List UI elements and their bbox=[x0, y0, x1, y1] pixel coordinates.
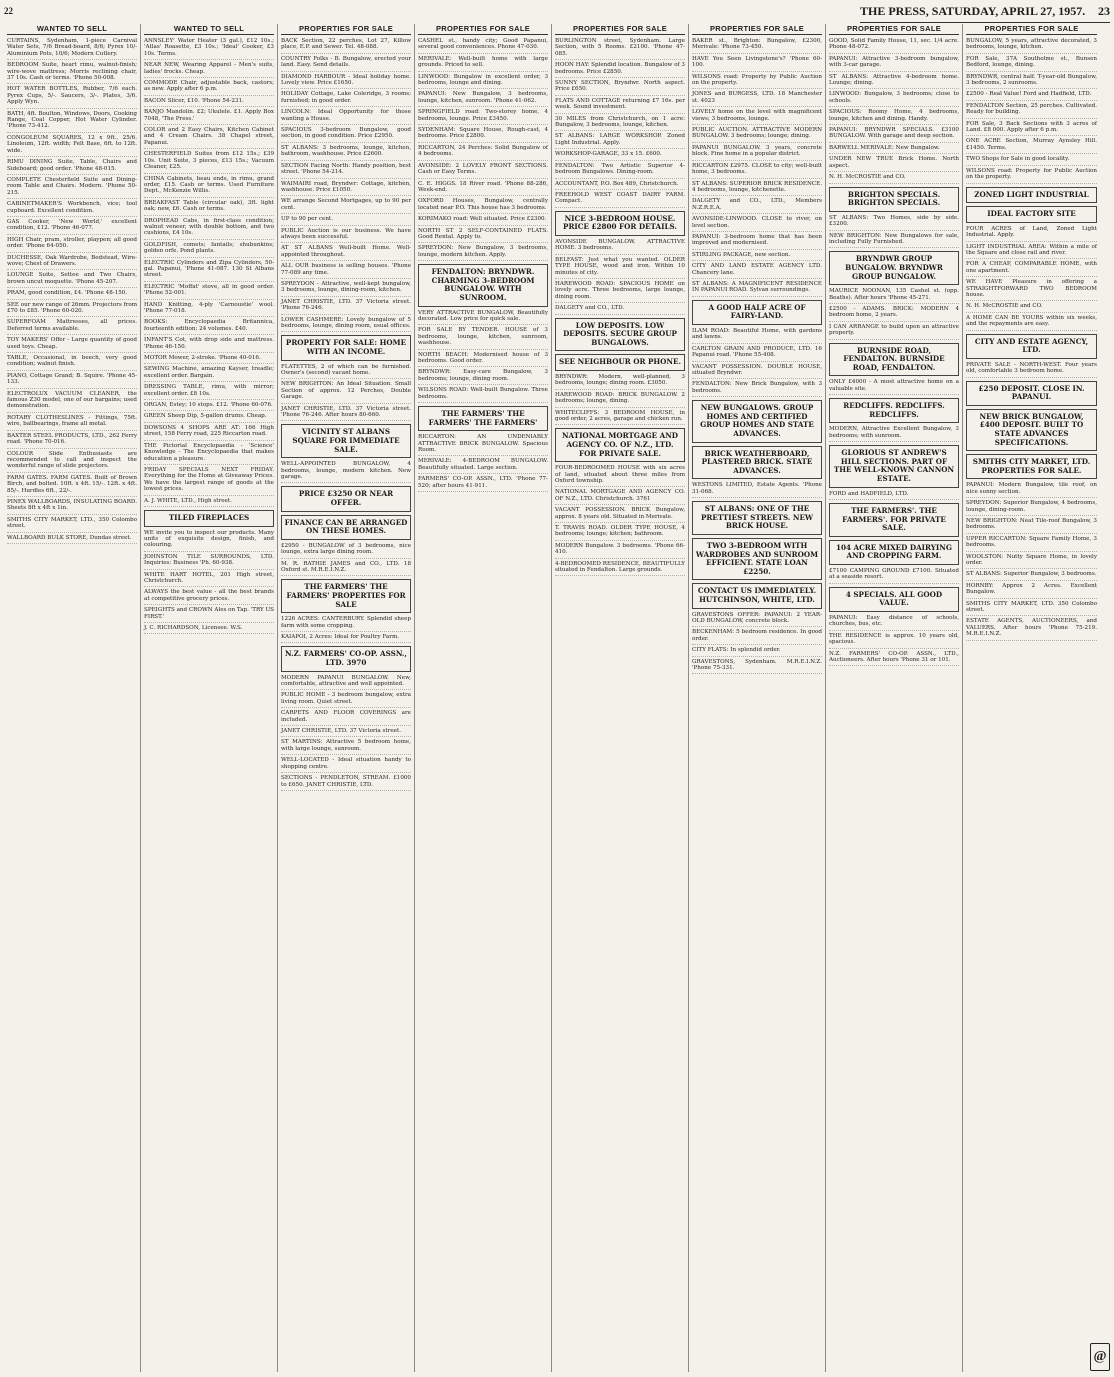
classified-ad: SPREYDON - Attractive, well-kept bungalow, 3 bedrooms, lounge, dining-room, kitchen. bbox=[281, 281, 411, 297]
classified-ad: BRYNDWR, central half. T-year-old Bungalow, 3 bedrooms, 2 sunrooms. bbox=[966, 74, 1097, 90]
classified-ad: COUNTRY Folks - B. Bungalow, erected your land. Easy. Send details. bbox=[281, 56, 411, 72]
classified-ad: ELECTRIC 'Moffat' stove, all in good order. 'Phone 52-001. bbox=[144, 284, 274, 300]
classified-ad: SPACIOUS: Roomy Home, 4 bedrooms, lounge, kitchen and dining. Handy. bbox=[829, 109, 959, 125]
classified-ad: MERIVALE: Well-built home with large grounds. Priced to sell. bbox=[418, 56, 548, 72]
classified-ad: JANET CHRISTIE, LTD. 37 Victoria street. 'Phone 76-246. After hours 80-660. bbox=[281, 406, 411, 422]
classified-ad: DALGETY and CO., LTD. bbox=[555, 305, 685, 314]
classified-ad: ST ALBANS: Two Homes, side by side. £3200. bbox=[829, 215, 959, 231]
classified-ad: SUPERFOAM Mattresses, all prices. Deferred terms available. bbox=[7, 319, 137, 335]
classified-ad: PUBLIC Auction is our business. We have always been successful. bbox=[281, 228, 411, 244]
classified-ad: LOWER CASHMERE: Lovely bungalow of 5 bedrooms, lounge, dining room, usual offices. bbox=[281, 317, 411, 333]
classified-ad: HORNBY: Approx 2 Acres. Excellent Bungalow. bbox=[966, 583, 1097, 599]
classified-ad: NEW BRIGHTON: An Ideal Situation. Small Section of approx. 12 Perches, Double Garage. bbox=[281, 381, 411, 403]
classified-ad: RICCARTON, 24 Perches: Solid Bungalow of 4 bedrooms. bbox=[418, 145, 548, 161]
classified-ad: INFANT'S Cot, with drop side and mattress. 'Phone 46-150. bbox=[144, 337, 274, 353]
classified-ad: N.Z. FARMERS' CO-OP. ASSN., LTD. 3970 bbox=[281, 646, 411, 671]
classified-ad: NATIONAL MORTGAGE AND AGENCY CO. OF N.Z., LTD. Christchurch. 3761 bbox=[555, 489, 685, 505]
classified-ad: TABLE, Occasional, in beech, very good condition; walnut finish. bbox=[7, 355, 137, 371]
classified-ad: THE FARMERS' THE FARMERS' PROPERTIES FOR SALE bbox=[281, 579, 411, 613]
classified-ad: N. H. McCROSTIE and CO. bbox=[829, 174, 959, 183]
classified-ad: CHINA Cabinets, beau ends, in rimu, grand order, £15. Cash or terms. Used Furniture Dept., McKenzie Willis. bbox=[144, 176, 274, 198]
classified-ad: BELFAST: Just what you wanted. OLDER TYPE HOUSE, wood and iron. Within 10 minutes of city. bbox=[555, 257, 685, 279]
classified-ad: FENDALTON: New Brick Bungalow, with 3 bedrooms. bbox=[692, 381, 822, 397]
classified-ad: T. TRAVIS ROAD. OLDER TYPE HOUSE, 4 bedrooms; lounge; kitchen; bathroom. bbox=[555, 525, 685, 541]
classified-ad: PAPANUI: BRYNDWR SPECIALS. £3100 BUNGALOW. With garage and deep section. bbox=[829, 127, 959, 143]
classified-ad: DOWSONS 4 SHOPS ARE AT: 166 High street, 158 Ferry road, 225 Riccarton road. bbox=[144, 425, 274, 441]
classified-ad: SUNNY SECTION, Bryndwr. North aspect. Price £650. bbox=[555, 80, 685, 96]
classified-ad: WORKSHOP-GARAGE, 33 x 15. £600. bbox=[555, 151, 685, 160]
classified-ad: PROPERTY FOR SALE: HOME WITH AN INCOME. bbox=[281, 335, 411, 360]
classified-ad: FOUR-BEDROOMED HOUSE with six acres of land, situated about three miles from Oxford township. bbox=[555, 465, 685, 487]
classified-ad: REDCLIFFS. REDCLIFFS. REDCLIFFS. bbox=[829, 398, 959, 423]
classified-ad: NEW BUNGALOWS. GROUP HOMES AND CERTIFIED GROUP HOMES AND STATE ADVANCES. bbox=[692, 400, 822, 442]
classified-ad: NEW BRIGHTON: New Bungalows for sale, including Fully Furnished. bbox=[829, 233, 959, 249]
classified-ad: WESTONS LIMITED, Estate Agents. 'Phone 31-068. bbox=[692, 482, 822, 498]
classified-ad: FOR Sale, 37A Southolme st., Bunsen Bedford, lounge, dining. bbox=[966, 56, 1097, 72]
classified-ad: £2500 - Real Value! Ford and Hadfield, LTD. bbox=[966, 91, 1097, 100]
classified-ad: LINWOOD: Bungalow in excellent order, 3 bedrooms, lounge and dining. bbox=[418, 74, 548, 90]
classified-ad: HAND Knitting, 4-ply 'Carnoustie' wool. 'Phone 77-018. bbox=[144, 302, 274, 318]
classified-ad: RICCARTON: AN UNDENIABLY ATTRACTIVE BRICK BUNGALOW. Spacious Room. bbox=[418, 434, 548, 456]
classified-ad: HOLIDAY Cottage, Lake Coleridge, 3 rooms; furnished; in good order. bbox=[281, 91, 411, 107]
classified-ad: PUBLIC AUCTION. ATTRACTIVE MODERN BUNGALOW. 3 bedrooms; lounge; dining. bbox=[692, 127, 822, 143]
classified-ad: ONLY £4000 - A most attractive home on a valuable site. bbox=[829, 379, 959, 395]
classified-ad: KAIAPOI, 2 Acres: Ideal for Poultry Farm. bbox=[281, 634, 411, 643]
classified-ad: £2950 - BUNGALOW of 3 bedrooms, nice lounge, extra large dining room. bbox=[281, 543, 411, 559]
classified-ad: MODERN PAPANUI BUNGALOW. New, comfortable, attractive and well appointed. bbox=[281, 675, 411, 691]
classified-ad: WOOLSTON: Nutty Square Home, in lovely order. bbox=[966, 554, 1097, 570]
classified-ad: NORTH ST 2 SELF-CONTAINED FLATS. Good Rental. Apply to. bbox=[418, 228, 548, 244]
classified-ad: DUCHESSE, Oak Wardrobe, Bedstead, Wire-wove; Chest of Drawers. bbox=[7, 255, 137, 271]
classified-ad: FLATETTES, 2 of which can be furnished. Owner's (second) vacant home. bbox=[281, 364, 411, 380]
classified-ad: THE RESIDENCE is approx. 10 years old, spacious. bbox=[829, 633, 959, 649]
classified-ad: PINEX WALLBOARDS, INSULATING BOARD. Sheets 8ft x 4ft x 1in. bbox=[7, 499, 137, 515]
classified-ad: RIMU DINING Suite, Table, Chairs and Sideboard; good order. 'Phone 48-015. bbox=[7, 159, 137, 175]
classified-ad: VERY ATTRACTIVE BUNGALOW, Beautifully decorated. Low price for quick sale. bbox=[418, 310, 548, 326]
classified-ad: NATIONAL MORTGAGE AND AGENCY CO. OF N.Z., LTD. FOR PRIVATE SALE. bbox=[555, 428, 685, 462]
classified-ad: LINWOOD: Bungalow, 3 bedrooms; close to schools. bbox=[829, 91, 959, 107]
classified-ad: BRICK WEATHERBOARD, PLASTERED BRICK. STATE ADVANCES. bbox=[692, 446, 822, 480]
classified-ad: COLOUR Slide Enthusiasts are recommended to call and inspect the wonderful range of slide projectors. bbox=[7, 451, 137, 473]
classified-ad: 4 SPECIALS. ALL GOOD VALUE. bbox=[829, 587, 959, 612]
classified-ad: BREAKFAST Table (circular oak), 3ft. light oak; new, £6. Cash or terms. bbox=[144, 200, 274, 216]
classified-ad: ROTARY CLOTHESLINES - Fittings, 75ft. wire, ballbearings, frame all metal. bbox=[7, 415, 137, 431]
classified-ad: FINANCE CAN BE ARRANGED ON THESE HOMES. bbox=[281, 515, 411, 540]
classified-ad: A HOME CAN BE YOURS within six weeks, and the repayments are easy. bbox=[966, 315, 1097, 331]
column-7 bbox=[826, 24, 963, 1372]
classified-ad: CABINETMAKER'S Workbench, vice; tool cupboard. Excellent condition. bbox=[7, 201, 137, 217]
classified-ad: NORTH BEACH: Modernised house of 3 bedrooms. Good order. bbox=[418, 352, 548, 368]
classified-ad: PAPANUI: Attractive 3-bedroom bungalow, with 3-car garage. bbox=[829, 56, 959, 72]
classified-ad: THE FARMERS'. THE FARMERS'. FOR PRIVATE SALE. bbox=[829, 503, 959, 537]
classified-ad: PAPANUI: Modern Bungalow, tile roof, on nice sunny section. bbox=[966, 482, 1097, 498]
classified-ad: BATH, 4ft. Boulton, Windows, Doors, Cooking Range, Coal Copper, Hot Water Cylinder. 'Phone 73-412. bbox=[7, 111, 137, 133]
classified-ad: LINCOLN: Ideal Opportunity for those wanting a House. bbox=[281, 109, 411, 125]
classified-ad: VICINITY ST ALBANS SQUARE FOR IMMEDIATE SALE. bbox=[281, 424, 411, 458]
left-page-number: 22 bbox=[4, 6, 13, 16]
classified-ad: JOHNSTON TILE SURROUNDS, LTD. Inquiries: Business 'Ph. 60-938. bbox=[144, 554, 274, 570]
column-header: PROPERTIES FOR SALE bbox=[418, 24, 548, 35]
classified-ad: HOT WATER BOTTLES, Rubber, 7/6 each. Pyrex Cups, 5/-. Saucers, 3/-. Plates, 3/6. Apply Wyn. bbox=[7, 86, 137, 108]
classified-ad: 1226 ACRES: CANTERBURY. Splendid sheep farm with some cropping. bbox=[281, 616, 411, 632]
classified-ad: ALL OUR business is selling houses. 'Phone 77-089 any time. bbox=[281, 263, 411, 279]
classified-ad: ALWAYS the best value - all the best brands at competitive grocery prices. bbox=[144, 589, 274, 605]
column-header: PROPERTIES FOR SALE bbox=[555, 24, 685, 35]
classified-ad: FENDALTON: Two Artistic Superior 4-bedroom Bungalows. Dining-room. bbox=[555, 163, 685, 179]
classified-ad: JANET CHRISTIE, LTD. 37 Victoria street. bbox=[281, 728, 411, 737]
classified-ad: MOTOR Mower, 2-stroke. 'Phone 40-016. bbox=[144, 355, 274, 364]
classified-ad: SMITHS CITY MARKET, LTD. 350 Colombo street. bbox=[966, 601, 1097, 617]
classified-ad: FENDALTON Section, 25 perches. Cultivated. Ready for building. bbox=[966, 103, 1097, 119]
column-header: PROPERTIES FOR SALE bbox=[966, 24, 1097, 35]
classified-ad: BRYNDWR: Modern, well-planned, 3 bedrooms, lounge; dining room. £3050. bbox=[555, 374, 685, 390]
classified-ad: BEDROOM Suite, heart rimu, walnut-finish; wire-wove mattress; Morris reclining chair, 37 10s. Cash or terms. 'Phone 50-008. bbox=[7, 62, 137, 84]
classified-ad: SPREYDON: New Bungalow, 3 bedrooms, lounge, modern kitchen. Apply. bbox=[418, 245, 548, 261]
classified-ad: BURNSIDE ROAD, FENDALTON. BURNSIDE ROAD, FENDALTON. bbox=[829, 343, 959, 377]
classified-ad: ACCOUNTANT, P.O. Box 489, Christchurch. bbox=[555, 181, 685, 190]
classified-ad: OXFORD Houses, Bungalow, centrally located near P.O. This house has 3 bedrooms. bbox=[418, 198, 548, 214]
classified-ad: BUNGALOW, 5 years, attractive decorated, 3 bedrooms, lounge, kitchen. bbox=[966, 38, 1097, 54]
column-header: WANTED TO SELL bbox=[7, 24, 137, 35]
classified-ad: WILSONS road: Property for Public Auction on the property. bbox=[966, 168, 1097, 184]
classified-ad: 30 MILES from Christchurch, on 1 acre: Bungalow, 3 bedrooms, lounge, kitchen. bbox=[555, 116, 685, 132]
classified-ad: PRICE £3250 OR NEAR OFFER. bbox=[281, 486, 411, 511]
classified-ad: AVONSIDE-LINWOOD. CLOSE to river, on level section. bbox=[692, 216, 822, 232]
classified-ad: 4-BEDROOMED RESIDENCE, BEAUTIFULLY situated in Fendalton. Large grounds. bbox=[555, 561, 685, 577]
classified-ad: ST ALBANS: 3 bedrooms, lounge, kitchen, bathroom, washhouse. Price £2600. bbox=[281, 145, 411, 161]
classified-ad: WE invite you to inspect our products. Many units of exquisite design, finish, and colouring. bbox=[144, 530, 274, 552]
column-header: WANTED TO SELL bbox=[144, 24, 274, 35]
classified-ad: NEW BRIGHTON: Neat Tile-roof Bungalow, 3 bedrooms. bbox=[966, 518, 1097, 534]
paper-title-date: THE PRESS, SATURDAY, APRIL 27, 1957. bbox=[860, 4, 1086, 18]
classified-ad: WELL-APPOINTED BUNGALOW, 4 bedrooms, lounge, modern kitchen. New garage. bbox=[281, 461, 411, 483]
classified-ad: TOY MAKERS' Offer - Large quantity of good used toys. Cheap. bbox=[7, 337, 137, 353]
masthead bbox=[860, 4, 1110, 23]
classified-ad: BACON Slicer, £10. 'Phone 54-231. bbox=[144, 98, 274, 107]
classified-ad: LOW DEPOSITS. LOW DEPOSITS. SECURE GROUP BUNGALOWS. bbox=[555, 318, 685, 352]
classified-ad: ST ALBANS: SUPERIOR BRICK RESIDENCE. 4 bedrooms, lounge, kitchenette. bbox=[692, 181, 822, 197]
classified-ad: COLOR and 2 Easy Chairs, Kitchen Cabinet and 4 Cream Chairs. 38 Chapel street, Papanui. bbox=[144, 127, 274, 149]
classified-ad: BAXTER STEEL PRODUCTS, LTD., 262 Ferry road. 'Phone 70-016. bbox=[7, 433, 137, 449]
classified-ad: FORD and HADFIELD, LTD. bbox=[829, 491, 959, 500]
classified-ad: CARPETS AND FLOOR COVERINGS are included. bbox=[281, 710, 411, 726]
classified-ad: MAURICE NOONAN, 135 Cashel st. (opp. Beaths). After hours 'Phone 45-271. bbox=[829, 288, 959, 304]
classified-ad: GRAVESTONS, Sydenham. M.R.E.I.N.Z. 'Phone 75-331. bbox=[692, 659, 822, 675]
classified-ad: WAIMAIRI road, Bryndwr: Cottage, kitchen, washhouse. Price £1050. bbox=[281, 181, 411, 197]
classified-ad: ST ALBANS: Attractive 4-bedroom home. Lounge; dining. bbox=[829, 74, 959, 90]
classified-ad: FOR Sale, 3 Back Sections with 3 acres of Land. £8 000. Apply after 6 p.m. bbox=[966, 121, 1097, 137]
classified-ad: GRAVESTONS OFFER: PAPANUI: 2 YEAR-OLD BUNGALOW, concrete block. bbox=[692, 612, 822, 628]
classified-ad: J. C. RICHARDSON, Licensee. W.S. bbox=[144, 625, 274, 634]
classified-ad: HAVE You Seen Livingstone's? 'Phone 60-100. bbox=[692, 56, 822, 72]
classified-ad: SPEIGHTS and CROWN Ales on Tap. 'TRY US FIRST.' bbox=[144, 607, 274, 623]
column-header: PROPERTIES FOR SALE bbox=[692, 24, 822, 35]
classified-ad: LIGHT INDUSTRIAL AREA: Within a mile of the Square and close rail and river. bbox=[966, 244, 1097, 260]
classified-ad: BRIGHTON SPECIALS. BRIGHTON SPECIALS. bbox=[829, 187, 959, 212]
classified-ad: AVONSIDE BUNGALOW. ATTRACTIVE HOME. 3 bedrooms. bbox=[555, 239, 685, 255]
classified-ad: CITY AND LAND ESTATE AGENCY LTD. Chancery lane. bbox=[692, 263, 822, 279]
column-2 bbox=[141, 24, 278, 1372]
classified-ad: UNDER NEW TRUE Brick Home. North aspect. bbox=[829, 156, 959, 172]
classified-ad: ONE ACRE Section, Murray Aynsley Hill. £1450. Terms. bbox=[966, 138, 1097, 154]
classified-ad: ZONED LIGHT INDUSTRIAL bbox=[966, 187, 1097, 204]
classified-ad: BECKENHAM: 5 bedroom residence. In good order. bbox=[692, 629, 822, 645]
classified-ad: BURLINGTON street, Sydenham. Large Section, with 5 Rooms. £2100. 'Phone 47-085. bbox=[555, 38, 685, 60]
classified-ad: MODERN, Attractive Excellent Bungalow, 3 bedrooms; with sunroom. bbox=[829, 426, 959, 442]
classified-ad: CURTAINS, Sydenham, 1-piece Carnival Water Sets, 7/6 Bread-board, 8/6; Pyrex 10/- Aluminium Pots, 10/6; Modern Cutlery. bbox=[7, 38, 137, 60]
classified-ad: BRYNDWR: Easy-care Bungalow, 3 bedrooms; lounge, dining room. bbox=[418, 369, 548, 385]
classified-ad: M. R. RATHIE JAMES and CO., LTD. 18 Oxford st. M.R.E.I.N.Z. bbox=[281, 561, 411, 577]
classified-ad: VACANT POSSESSION. BRICK Bungalow, approx. 8 years old. Situated in Merivale. bbox=[555, 507, 685, 523]
classified-ad: CITY AND ESTATE AGENCY, LTD. bbox=[966, 334, 1097, 359]
classified-ad: DALGETY and CO., LTD., Members N.Z.R.E.A. bbox=[692, 198, 822, 214]
classified-ad: WE arrange Second Mortgages, up to 90 per cent. bbox=[281, 198, 411, 214]
classified-ad: DROPHEAD Cabs, in first-class condition; walnut veneer, with double bottom, and two cushions, £4 10s. bbox=[144, 218, 274, 240]
classified-ad: CARLTON GRAIN AND PRODUCE, LTD. 16 Papanui road. 'Phone 55-408. bbox=[692, 346, 822, 362]
classified-ad: GAS Cooker, 'New World,' excellent condition, £12. 'Phone 46-077. bbox=[7, 219, 137, 235]
classified-ad: WE HAVE Pleasure in offering a STRAIGHTFORWARD TWO BEDROOM house. bbox=[966, 279, 1097, 301]
classified-ad: PAPANUI: 3-bedroom home that has been improved and modernised. bbox=[692, 234, 822, 250]
column-8 bbox=[963, 24, 1100, 1372]
classified-ad: PUBLIC HOME - 3 bedroom bungalow, extra living room. Quiet street. bbox=[281, 692, 411, 708]
classified-ad: LOUNGE Suite, Settee and Two Chairs, brown uncut moquette. 'Phone 45-207. bbox=[7, 272, 137, 288]
classified-ad: HIGH Chair, pram, stroller, playpen; all good order. 'Phone 64-050. bbox=[7, 237, 137, 253]
column-header: PROPERTIES FOR SALE bbox=[829, 24, 959, 35]
classified-ad: FOUR ACRES of Land, Zoned Light Industrial. Apply. bbox=[966, 226, 1097, 242]
classified-ad: CITY FLATS: In splendid order. bbox=[692, 647, 822, 656]
classified-ad: IDEAL FACTORY SITE bbox=[966, 206, 1097, 223]
classified-ad: FOR A CHEAP, COMPARABLE HOME, with one apartment. bbox=[966, 261, 1097, 277]
classified-ad: PIANO, Cottage Grand; B. Squire. 'Phone 45-133. bbox=[7, 373, 137, 389]
classified-ad: ST ALBANS: LARGE WORKSHOP. Zoned Light Industrial. Apply. bbox=[555, 133, 685, 149]
classified-ad: PAPANUI: Easy distance of schools, churches, bus, etc. bbox=[829, 615, 959, 631]
classified-ad: FENDALTON: BRYNDWR. CHARMING 3-BEDROOM BUNGALOW. WITH SUNROOM. bbox=[418, 264, 548, 306]
classified-ad: SMITHS CITY MARKET, LTD. PROPERTIES FOR SALE. bbox=[966, 454, 1097, 479]
column-header: PROPERTIES FOR SALE bbox=[281, 24, 411, 35]
classified-ad: THE Pictorial Encyclopaedia - 'Science' Knowledge - The Encyclopaedia that makes education a pleasure. bbox=[144, 443, 274, 465]
classified-ad: HAREWOOD ROAD: SPACIOUS HOME on lovely acre. Three bedrooms, large lounge, dining room. bbox=[555, 281, 685, 303]
classified-ad: SEE our new range of 26mm. Projectors from £70 to £85. 'Phone 60-020. bbox=[7, 302, 137, 318]
classified-ad: CONTACT US IMMEDIATELY. HUTCHINSON, WHITE, LTD. bbox=[692, 583, 822, 608]
classified-ad: STIRLING PACKAGE, new section. bbox=[692, 252, 822, 261]
classified-ad: FRIDAY SPECIALS NEXT FRIDAY. Everything for the Home at Giveaway Prices. We have the largest range of goods at the lowest prices. bbox=[144, 467, 274, 496]
classified-ad: PAPANUI BUNGALOW. 3 years, concrete block. Fine home in a popular district. bbox=[692, 145, 822, 161]
classified-ad: SPACIOUS 3-bedroom Bungalow, good section, in good condition. Price £2950. bbox=[281, 127, 411, 143]
classified-ad: MODERN Bungalow. 3 bedrooms. 'Phone 66-410. bbox=[555, 543, 685, 559]
classified-ad: NEW BRICK BUNGALOW, £400 DEPOSIT. BUILT TO STATE ADVANCES SPECIFICATIONS. bbox=[966, 409, 1097, 451]
classified-ad: SECTION Facing North: Handy position, best street. 'Phone 54-214. bbox=[281, 163, 411, 179]
classified-ad: DRESSING TABLE, rimu, with mirror; excellent order. £8 10s. bbox=[144, 384, 274, 400]
classified-ad: AVONSIDE: 2 LOVELY FRONT SECTIONS. Cash or Easy Terms. bbox=[418, 163, 548, 179]
classified-ad: N. H. McCROSTIE and CO. bbox=[966, 303, 1097, 312]
classified-ad: £250 DEPOSIT. CLOSE IN. PAPANUI. bbox=[966, 381, 1097, 406]
classified-ad: ST ALBANS: Superior Bungalow, 3 bedrooms. bbox=[966, 571, 1097, 580]
classified-ad: SEE NEIGHBOUR OR PHONE. bbox=[555, 354, 685, 371]
classified-ad: CHESTERFIELD Suites from £12 15s.; £39 10s. Unit Suite, 3 pieces, £13 15s.; Vacuum Cleaner, £25. bbox=[144, 151, 274, 173]
classified-ad: MERIVALE: 4-BEDROOM BUNGALOW. Beautifully situated. Large section. bbox=[418, 458, 548, 474]
classified-ad: PRAM, good condition, £4. 'Phone 48-150. bbox=[7, 290, 137, 299]
classified-ad: BARWELL MERIVALE: New Bungalow. bbox=[829, 145, 959, 154]
classified-ad: RICCARTON £2975. CLOSE to city; well-built home, 3 bedrooms. bbox=[692, 163, 822, 179]
classified-ad: C. E. HIGGS. 18 River road. 'Phone 88-286, Week-end. bbox=[418, 181, 548, 197]
classified-ad: PAPANUI: New Bungalow, 3 bedrooms, lounge, kitchen, sunroom. 'Phone 41-062. bbox=[418, 91, 548, 107]
classified-ad: FOR SALE BY TENDER. HOUSE of 3 bedrooms, lounge, kitchen, sunroom, washhouse. bbox=[418, 327, 548, 349]
classified-ad: ESTATE AGENTS, AUCTIONEERS, and VALUERS. After hours 'Phone 75-219. M.R.E.I.N.Z. bbox=[966, 618, 1097, 640]
column-1 bbox=[4, 24, 141, 1372]
classified-ad: SPREYDON: Superior Bungalow, 4 bedrooms, lounge, dining-room. bbox=[966, 500, 1097, 516]
classified-ad: THE FARMERS' THE FARMERS' THE FARMERS' bbox=[418, 406, 548, 431]
classified-ad: SEWING Machine, amazing Kayser, treadle; excellent order. Bargain. bbox=[144, 366, 274, 382]
classified-ad: GLORIOUS ST ANDREW'S HILL SECTIONS. PART OF THE WELL-KNOWN CANNON ESTATE. bbox=[829, 445, 959, 487]
classified-ad: SPRINGFIELD road: Two-storey home, 4 bedrooms, lounge. Price £3450. bbox=[418, 109, 548, 125]
classified-ad: ELECTRIC Cylinders and Zipa Cylinders, 50-gal. Papanui, 'Phone 41-087. 130 St Albans street. bbox=[144, 260, 274, 282]
classified-ad: GOOD, Solid Family House, 11, sec. 1/4 acre. Phone 48-072. bbox=[829, 38, 959, 54]
classified-ad: LOVELY home on the level with magnificent views; 3 bedrooms, lounge. bbox=[692, 109, 822, 125]
classified-ad: JONES and BURGESS, LTD. 18 Manchester st. 4023 bbox=[692, 91, 822, 107]
classified-ad: WELL-LOCATED - Ideal situation handy to shopping centre. bbox=[281, 757, 411, 773]
classified-ad: UP to 90 per cent. bbox=[281, 216, 411, 225]
classified-ad: ST ALBANS: A MAGNIFICENT RESIDENCE IN PAPANUI ROAD. Sylvan surroundings. bbox=[692, 281, 822, 297]
column-6 bbox=[689, 24, 826, 1372]
classified-ad: FARM GATES. FARM GATES. Built of Brown Birch, and bolted. 10ft. x 4ft. 15/-. 12ft. x 4ft. 85/-. Hurdles 6ft., 22/-. bbox=[7, 475, 137, 497]
classified-ad: A GOOD HALF ACRE OF FAIRY-LAND. bbox=[692, 300, 822, 325]
classified-ad: WALLBOARD BULK STORE, Dundas street. bbox=[7, 535, 137, 544]
classified-ad: £7100 CAMPING GROUND £7100. Situated at a seaside resort. bbox=[829, 568, 959, 584]
classified-ad: SECTIONS - PENDLETON, STREAM. £1000 to £650. JANET CHRISTIE, LTD. bbox=[281, 775, 411, 791]
classified-ad: PRIVATE SALE - NORTH-WEST. Four years old, comfortable 3 bedroom home. bbox=[966, 362, 1097, 378]
classified-ad: CONGOLEUM SQUARES, 12 x 9ft., 25/6. Linoleum, 12ft. width; Felt Base, 6ft. to 12ft. wide. bbox=[7, 135, 137, 157]
classified-ad: TWO 3-BEDROOM WITH WARDROBES AND SUNROOM EFFICIENT. STATE LOAN £2250. bbox=[692, 538, 822, 580]
classified-ad: ANNSLEY' Water Heater (3 gal.), £12 10s.; 'Atlas' Roasette, £3 10s.; 'Ideal' Cooker, £3 10s. Terms. bbox=[144, 38, 274, 60]
corner-mark-icon: @ bbox=[1090, 1343, 1110, 1371]
classified-ad: ELECTROLUX VACUUM CLEANER, the famous Z30 model, one of our bargains; used demonstration. bbox=[7, 391, 137, 413]
column-5 bbox=[552, 24, 689, 1372]
classified-ad: I CAN ARRANGE to build upon an attractive property. bbox=[829, 324, 959, 340]
classified-ad: 104 ACRE MIXED DAIRYING AND CROPPING FARM. bbox=[829, 540, 959, 565]
classified-ad: A. J. WHITE, LTD., High street. bbox=[144, 498, 274, 507]
classified-ad: SMITHS CITY MARKET, LTD., 350 Colombo street. bbox=[7, 517, 137, 533]
classified-ad: AT ST ALBANS Well-built Home. Well-appointed throughout. bbox=[281, 245, 411, 261]
classified-ad: WILSONS road: Property by Public Auction on the property. bbox=[692, 74, 822, 90]
classified-ad: BANJO Mandolin. £2; Ukulele. £1. Apply Box 7048, 'The Press.' bbox=[144, 109, 274, 125]
classified-ad: BAKER st., Brighton: Bungalow, £2300, Merivale: 'Phone 73-450. bbox=[692, 38, 822, 54]
classified-ad: N.Z. FARMERS' CO-OP. ASSN., LTD., Auctioneers. After hours 'Phone 31 or 101. bbox=[829, 651, 959, 667]
classified-ad: NICE 3-BEDROOM HOUSE. PRICE £2800 FOR DETAILS. bbox=[555, 211, 685, 236]
classified-ad: FARMERS' CO-OP. ASSN., LTD. 'Phone 77-520; after hours 41-911. bbox=[418, 476, 548, 492]
classified-ad: BOOKS: Encyclopaedia Britannica, fourteenth edition; 24 volumes. £40. bbox=[144, 319, 274, 335]
classified-ad: ORGAN, Estey; 10 stops. £12. 'Phone 60-076. bbox=[144, 402, 274, 411]
classified-ad: FLATS AND COTTAGE returning £7 16s. per week. Sound investment. bbox=[555, 98, 685, 114]
classified-ad: WHITECLIFFS: 3 BEDROOM HOUSE, in good order, 2 acres, garage and chicken run. bbox=[555, 410, 685, 426]
classified-ad: HAREWOOD ROAD: BRICK BUNGALOW. 2 bedrooms; lounge, dining. bbox=[555, 392, 685, 408]
column-3 bbox=[278, 24, 415, 1372]
classified-ad: FREEHOLD WEST COAST DAIRY FARM. Compact. bbox=[555, 192, 685, 208]
classified-ad: DIAMOND HARBOUR - Ideal holiday home. Lovely view. Price £1650. bbox=[281, 74, 411, 90]
classified-ad: JANET CHRISTIE, LTD. 37 Victoria street. 'Phone 76-246. bbox=[281, 299, 411, 315]
classified-ad: BRYNDWR GROUP BUNGALOW. BRYNDWR GROUP BUNGALOW. bbox=[829, 251, 959, 285]
classified-ad: COMMODE Chair, adjustable back, castors; as new. Apply after 6 p.m. bbox=[144, 80, 274, 96]
classified-ad: WHITE HART HOTEL, 201 High street, Christchurch. bbox=[144, 572, 274, 588]
column-4 bbox=[415, 24, 552, 1372]
classified-ad: TWO Shops for Sale in good locality. bbox=[966, 156, 1097, 165]
classified-ad: BACK Section, 22 perches, Lot 27, Killow place, E.P. and Sewer. Tel. 48-088. bbox=[281, 38, 411, 54]
classified-ad: SYDENHAM: Square House, Rough-cast, 4 bedrooms. Price £2800. bbox=[418, 127, 548, 143]
classified-ad: ST MARTINS: Attractive 5 bedroom home, with large lounge, sunroom. bbox=[281, 739, 411, 755]
classified-ad: ILAM ROAD: Beautiful Home, with gardens and lawns. bbox=[692, 328, 822, 344]
classified-ad: ST ALBANS: ONE OF THE PRETTIEST STREETS. NEW BRICK HOUSE. bbox=[692, 501, 822, 535]
classified-ad: CASHEL st., handy city; Good Papanui, several good conveniences. Phone 47-030. bbox=[418, 38, 548, 54]
classified-ad: NEAR NEW, Wearing Apparel - Men's suits, ladies' frocks. Cheap. bbox=[144, 62, 274, 78]
page-number: 23 bbox=[1098, 4, 1110, 18]
classified-ad: VACANT POSSESSION. DOUBLE HOUSE, situated Bryndwr. bbox=[692, 364, 822, 380]
classified-ad: GREEN Sheep Dip, 5-gallon drums. Cheap. bbox=[144, 413, 274, 422]
classified-ad: GOLDFISH, comets; fantails; shubunkins; golden orfe. Pond plants. bbox=[144, 242, 274, 258]
classified-ad: £2500 - ADAMS. BRICK: MODERN 4 bedroom home, 2 years. bbox=[829, 306, 959, 322]
classified-ad: HOON HAY: Splendid location. Bungalow of 3 bedrooms. Price £2850. bbox=[555, 62, 685, 78]
classified-ad: UPPER RICCARTON: Square Family Home, 3 bedrooms. bbox=[966, 536, 1097, 552]
classified-ad: WILSONS ROAD: Well-built Bungalow. Three bedrooms. bbox=[418, 387, 548, 403]
classified-columns bbox=[4, 24, 1110, 1372]
classified-ad: KORIMAKO road: Well situated. Price £2300. bbox=[418, 216, 548, 225]
classified-ad: TILED FIREPLACES bbox=[144, 510, 274, 527]
classified-ad: COMPLETE Chesterfield Suite and Dining-room Table and Chairs. Modern. 'Phone 50-215. bbox=[7, 177, 137, 199]
